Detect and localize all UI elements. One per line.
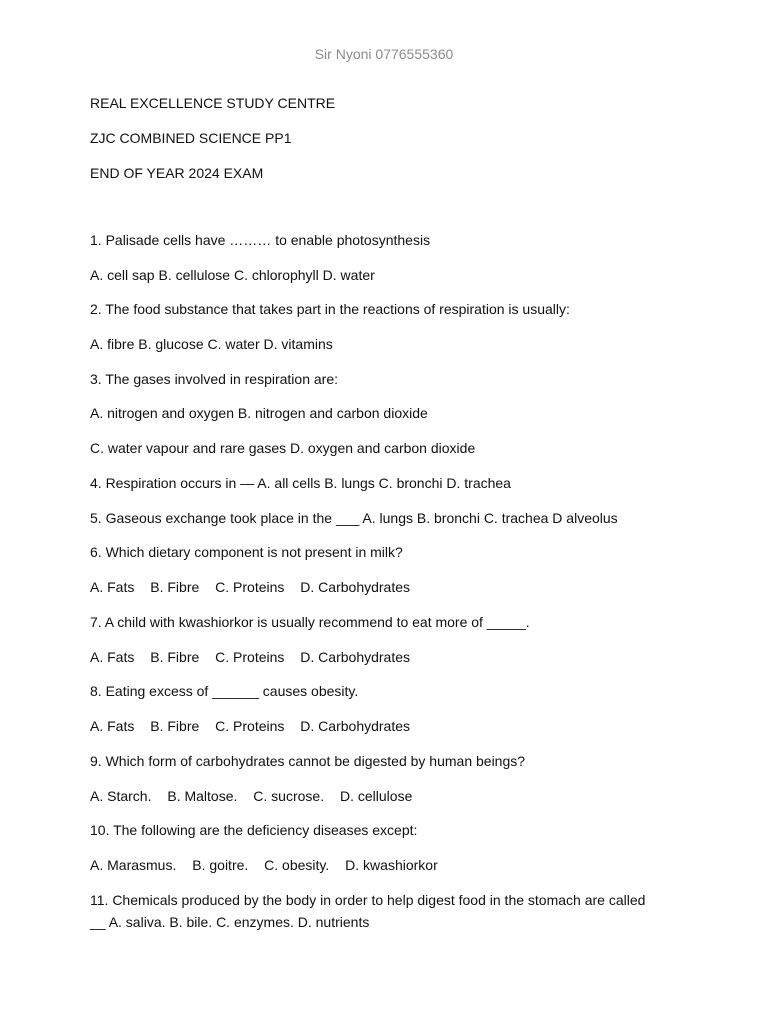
option-b: B. Maltose. bbox=[167, 788, 238, 804]
option-d: D. cellulose bbox=[339, 788, 413, 804]
question-3-options-continued: C. water vapour and rare gases D. oxygen and carbon dioxide bbox=[90, 440, 476, 456]
option-d: D. Carbohydrates bbox=[300, 718, 411, 734]
question-8: 8. Eating excess of ______ causes obesity. bbox=[90, 683, 359, 699]
question-6: 6. Which dietary component is not present in milk? bbox=[90, 544, 403, 560]
option-c: C. Proteins bbox=[215, 579, 285, 595]
exam-title: END OF YEAR 2024 EXAM bbox=[90, 165, 264, 181]
question-4: 4. Respiration occurs in — A. all cells B. lungs C. bronchi D. trachea bbox=[90, 475, 511, 491]
option-b: B. Fibre bbox=[150, 718, 200, 734]
option-c: C. Proteins bbox=[215, 649, 285, 665]
option-b: B. goitre. bbox=[192, 857, 249, 873]
option-d: D. Carbohydrates bbox=[300, 579, 411, 595]
option-b: B. Fibre bbox=[150, 579, 200, 595]
question-9-options bbox=[90, 785, 680, 807]
question-9: 9. Which form of carbohydrates cannot be digested by human beings? bbox=[90, 753, 526, 769]
question-1-options: A. cell sap B. cellulose C. chlorophyll D. water bbox=[90, 267, 375, 283]
question-5: 5. Gaseous exchange took place in the ___ A. lungs B. bronchi C. trachea D alveolus bbox=[90, 510, 618, 526]
question-8-options bbox=[90, 715, 680, 737]
question-1: 1. Palisade cells have ……… to enable photosynthesis bbox=[90, 232, 431, 248]
option-a: A. Fats bbox=[90, 579, 135, 595]
option-a: A. Fats bbox=[90, 649, 135, 665]
question-10-options bbox=[90, 854, 680, 876]
option-d: D. Carbohydrates bbox=[300, 649, 411, 665]
subject-title: ZJC COMBINED SCIENCE PP1 bbox=[90, 130, 292, 146]
option-c: C. Proteins bbox=[215, 718, 285, 734]
question-7-options bbox=[90, 646, 680, 668]
option-a: A. Marasmus. bbox=[90, 857, 177, 873]
question-3: 3. The gases involved in respiration are: bbox=[90, 371, 338, 387]
question-10: 10. The following are the deficiency diseases except: bbox=[90, 822, 418, 838]
question-2-options: A. fibre B. glucose C. water D. vitamins bbox=[90, 336, 333, 352]
question-11: 11. Chemicals produced by the body in order to help digest food in the stomach are called __ A. saliva. B. bile. C. enzymes. D. nutrients bbox=[90, 892, 646, 930]
option-c: C. sucrose. bbox=[253, 788, 325, 804]
option-b: B. Fibre bbox=[150, 649, 200, 665]
question-2: 2. The food substance that takes part in the reactions of respiration is usually: bbox=[90, 301, 570, 317]
option-a: A. Starch. bbox=[90, 788, 152, 804]
question-7: 7. A child with kwashiorkor is usually recommend to eat more of _____. bbox=[90, 614, 530, 630]
option-d: D. kwashiorkor bbox=[345, 857, 438, 873]
question-3-options: A. nitrogen and oxygen B. nitrogen and carbon dioxide bbox=[90, 405, 428, 421]
option-a: A. Fats bbox=[90, 718, 135, 734]
option-c: C. obesity. bbox=[264, 857, 330, 873]
watermark: Sir Nyoni 0776555360 bbox=[314, 46, 454, 62]
question-6-options bbox=[90, 576, 680, 598]
school-name: REAL EXCELLENCE STUDY CENTRE bbox=[90, 95, 336, 111]
